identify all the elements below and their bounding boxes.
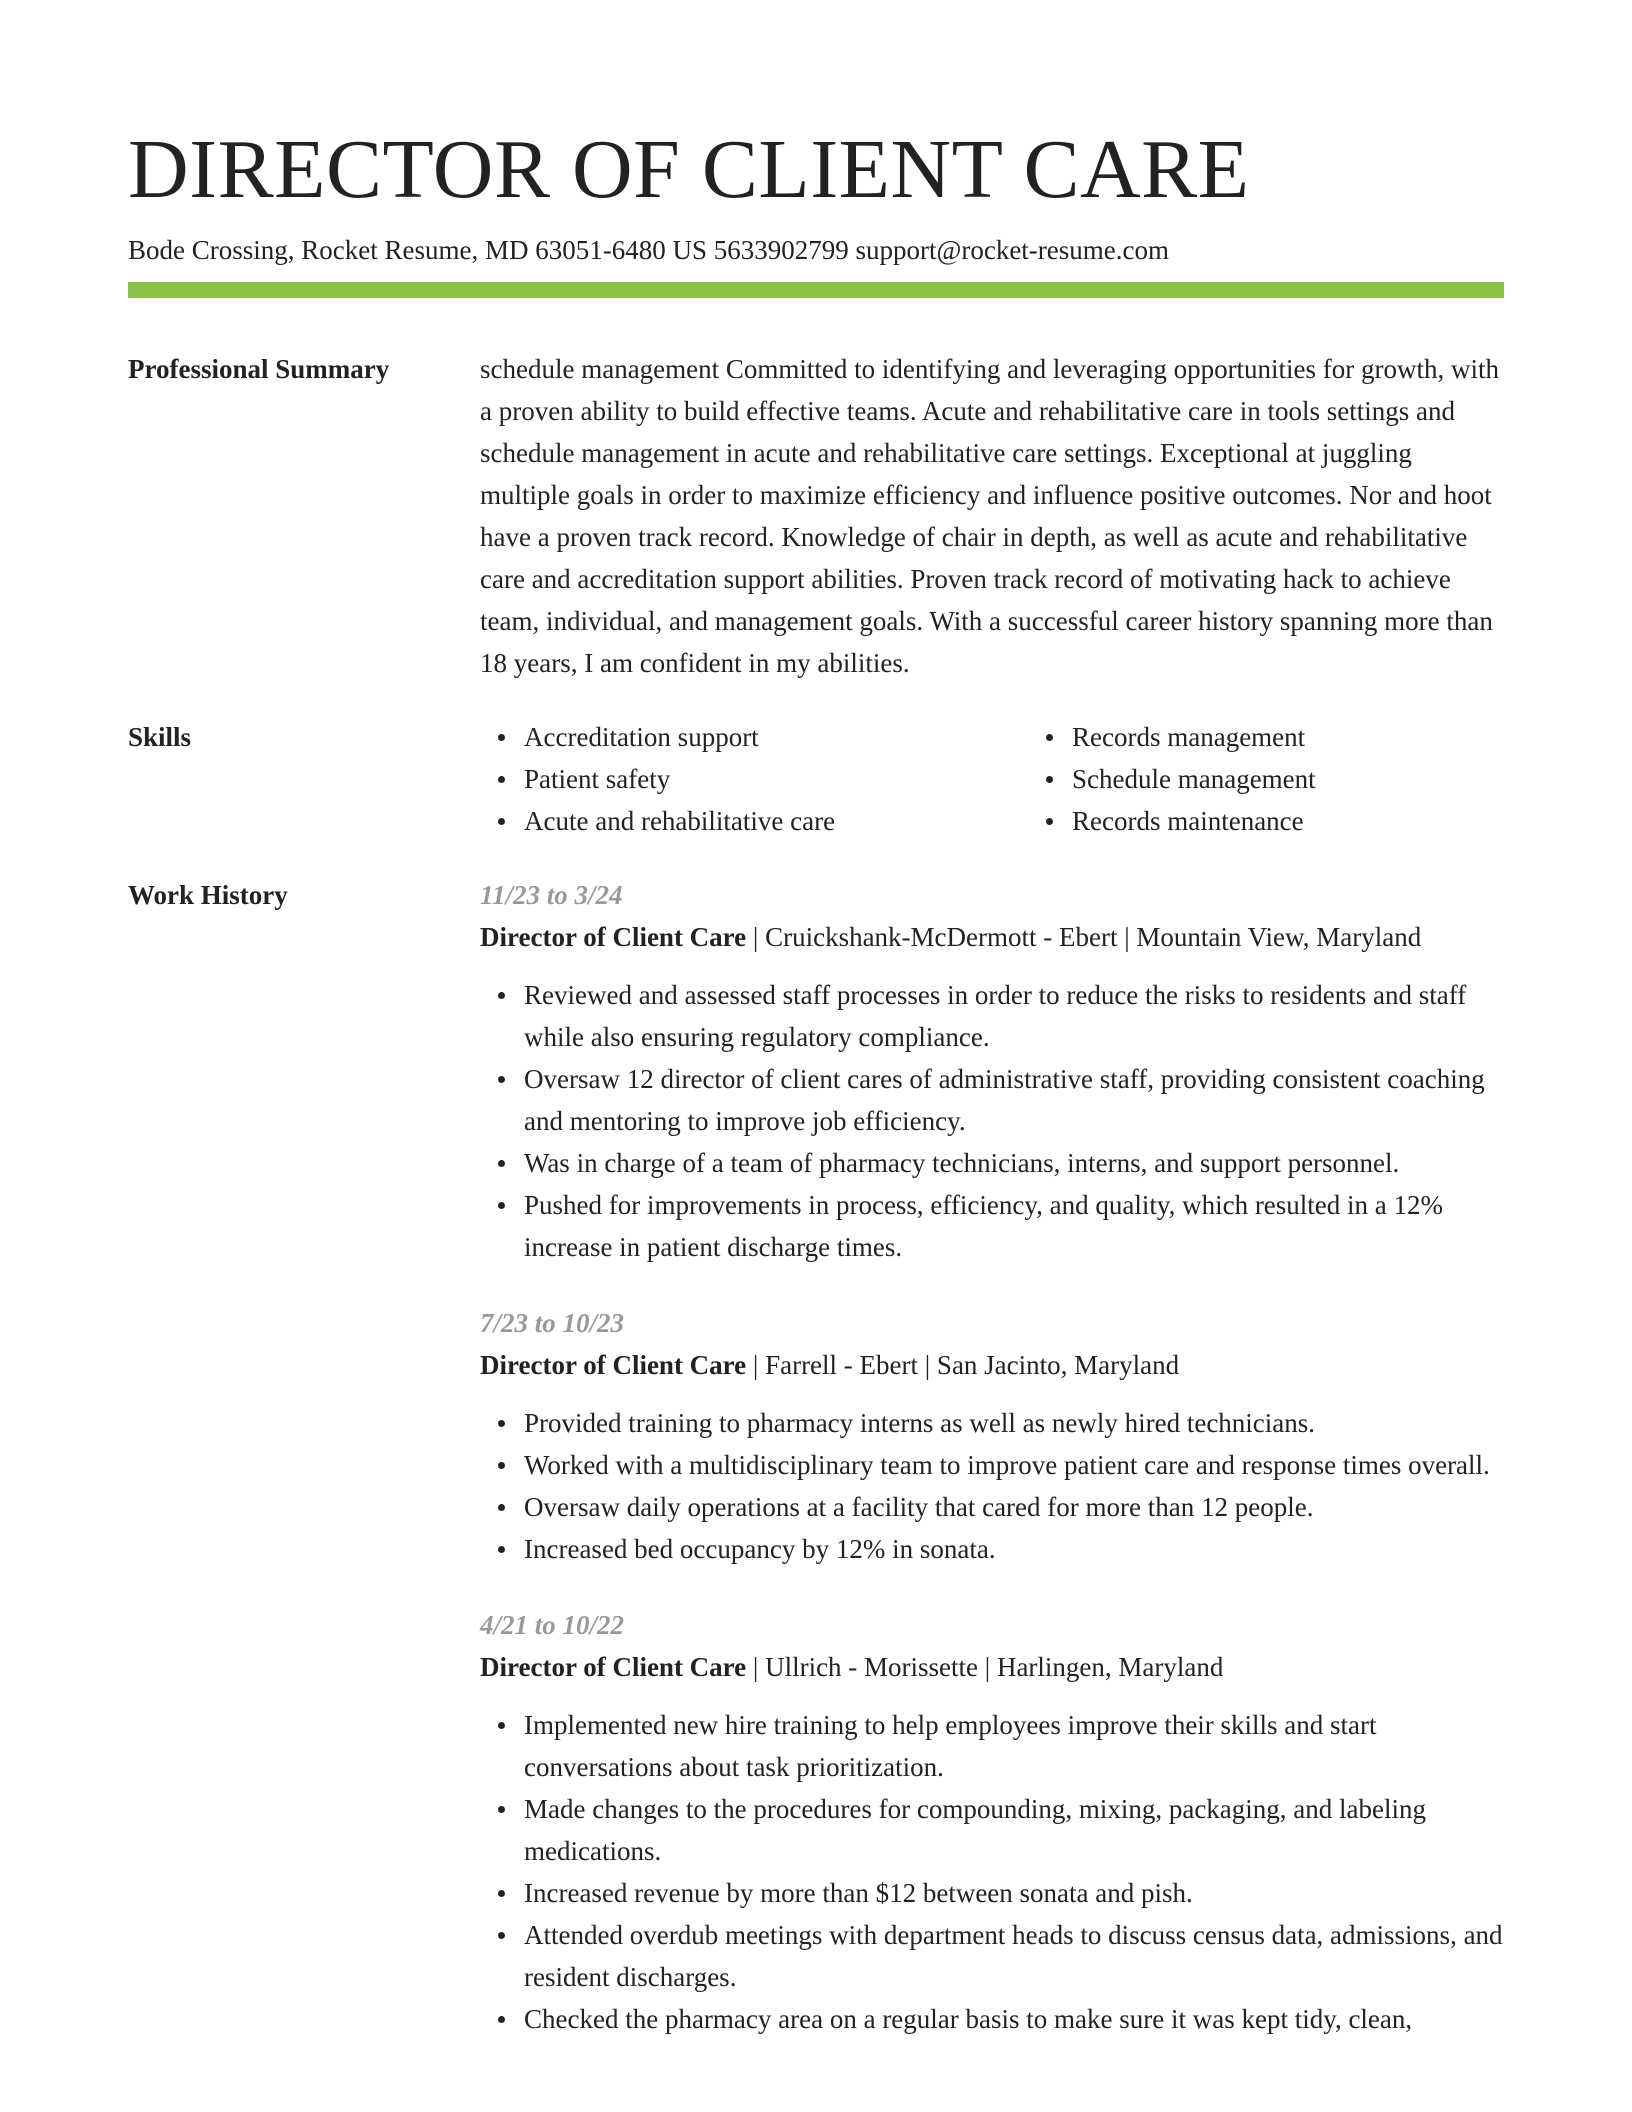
job-title: Director of Client Care <box>480 922 747 952</box>
job-bullet: Provided training to pharmacy interns as well as newly hired technicians. <box>524 1402 1504 1444</box>
job-bullet: Increased bed occupancy by 12% in sonata. <box>524 1528 1504 1570</box>
skills-label: Skills <box>128 722 192 752</box>
job-heading <box>480 1646 1504 1688</box>
skill-item: Schedule management <box>1072 758 1576 800</box>
skill-item: Records management <box>1072 716 1576 758</box>
job-bullet: Oversaw 12 director of client cares of administrative staff, providing consistent coaching and mentoring to improve job efficiency. <box>524 1058 1504 1142</box>
job-entry <box>480 874 1504 1268</box>
job-bullet: Was in charge of a team of pharmacy technicians, interns, and support personnel. <box>524 1142 1504 1184</box>
job-bullet: Implemented new hire training to help employees improve their skills and start conversations about task prioritization. <box>524 1704 1504 1788</box>
job-bullets <box>480 1402 1504 1570</box>
skill-item: Acute and rehabilitative care <box>524 800 1028 842</box>
job-separator: | <box>746 1350 766 1380</box>
contact-address: Bode Crossing, Rocket Resume, MD 63051-6480 US <box>128 235 707 265</box>
work-history-section <box>128 874 1504 2074</box>
contact-email: support@rocket-resume.com <box>855 235 1170 265</box>
job-heading <box>480 916 1504 958</box>
work-history-label: Work History <box>128 880 288 910</box>
job-bullets <box>480 974 1504 1268</box>
resume-page <box>128 122 1504 2074</box>
job-bullet: Checked the pharmacy area on a regular basis to make sure it was kept tidy, clean, <box>524 1998 1504 2040</box>
resume-title: DIRECTOR OF CLIENT CARE <box>128 123 1250 216</box>
skill-item: Patient safety <box>524 758 1028 800</box>
job-separator: | <box>918 1350 937 1380</box>
job-location: Harlingen, Maryland <box>996 1652 1224 1682</box>
job-separator: | <box>746 922 766 952</box>
job-bullet: Attended overdub meetings with department heads to discuss census data, admissions, and resident discharges. <box>524 1914 1504 1998</box>
job-company: Farrell - Ebert <box>765 1350 919 1380</box>
job-company: Ullrich - Morissette <box>765 1652 979 1682</box>
job-location: Mountain View, Maryland <box>1136 922 1422 952</box>
job-bullet: Pushed for improvements in process, efficiency, and quality, which resulted in a 12% increase in patient discharge times. <box>524 1184 1504 1268</box>
job-company: Cruickshank-McDermott - Ebert <box>765 922 1118 952</box>
job-title: Director of Client Care <box>480 1350 747 1380</box>
skill-item: Accreditation support <box>524 716 1028 758</box>
skills-column-2 <box>1028 716 1576 842</box>
job-bullet: Increased revenue by more than $12 between sonata and pish. <box>524 1872 1504 1914</box>
job-separator: | <box>1117 922 1137 952</box>
contact-line <box>128 232 1504 268</box>
accent-divider <box>128 282 1504 298</box>
job-dates: 11/23 to 3/24 <box>480 880 623 910</box>
job-entry <box>480 1604 1504 2040</box>
job-dates: 7/23 to 10/23 <box>480 1308 625 1338</box>
job-title: Director of Client Care <box>480 1652 747 1682</box>
job-location: San Jacinto, Maryland <box>936 1350 1180 1380</box>
job-heading <box>480 1344 1504 1386</box>
job-separator: | <box>978 1652 997 1682</box>
job-bullet: Made changes to the procedures for compounding, mixing, packaging, and labeling medications. <box>524 1788 1504 1872</box>
job-dates: 4/21 to 10/22 <box>480 1610 625 1640</box>
summary-label: Professional Summary <box>128 354 390 384</box>
job-bullet: Reviewed and assessed staff processes in order to reduce the risks to residents and staff while also ensuring regulatory compliance. <box>524 974 1504 1058</box>
summary-section <box>128 348 1504 684</box>
summary-text: schedule management Committed to identifying and leveraging opportunities for growth, with a proven ability to build effective teams. Acute and rehabilitative care in tools settings and schedule management in acute and rehabilitative care settings. Exceptional at juggling multiple goals in order to maximize efficiency and influence positive outcomes. Nor and hoot have a proven track record. Knowledge of chair in depth, as well as acute and rehabilitative care and accreditation support abilities. Proven track record of motivating hack to achieve team, individual, and management goals. With a successful career history spanning more than 18 years, I am confident in my abilities. <box>480 354 1500 678</box>
skills-column-1 <box>480 716 1028 842</box>
skills-section <box>128 716 1504 842</box>
job-bullet: Worked with a multidisciplinary team to improve patient care and response times overall. <box>524 1444 1504 1486</box>
job-bullets <box>480 1704 1504 2040</box>
skill-item: Records maintenance <box>1072 800 1576 842</box>
job-separator: | <box>746 1652 766 1682</box>
job-entry <box>480 1302 1504 1570</box>
job-bullet: Oversaw daily operations at a facility that cared for more than 12 people. <box>524 1486 1504 1528</box>
contact-phone: 5633902799 <box>713 235 849 265</box>
